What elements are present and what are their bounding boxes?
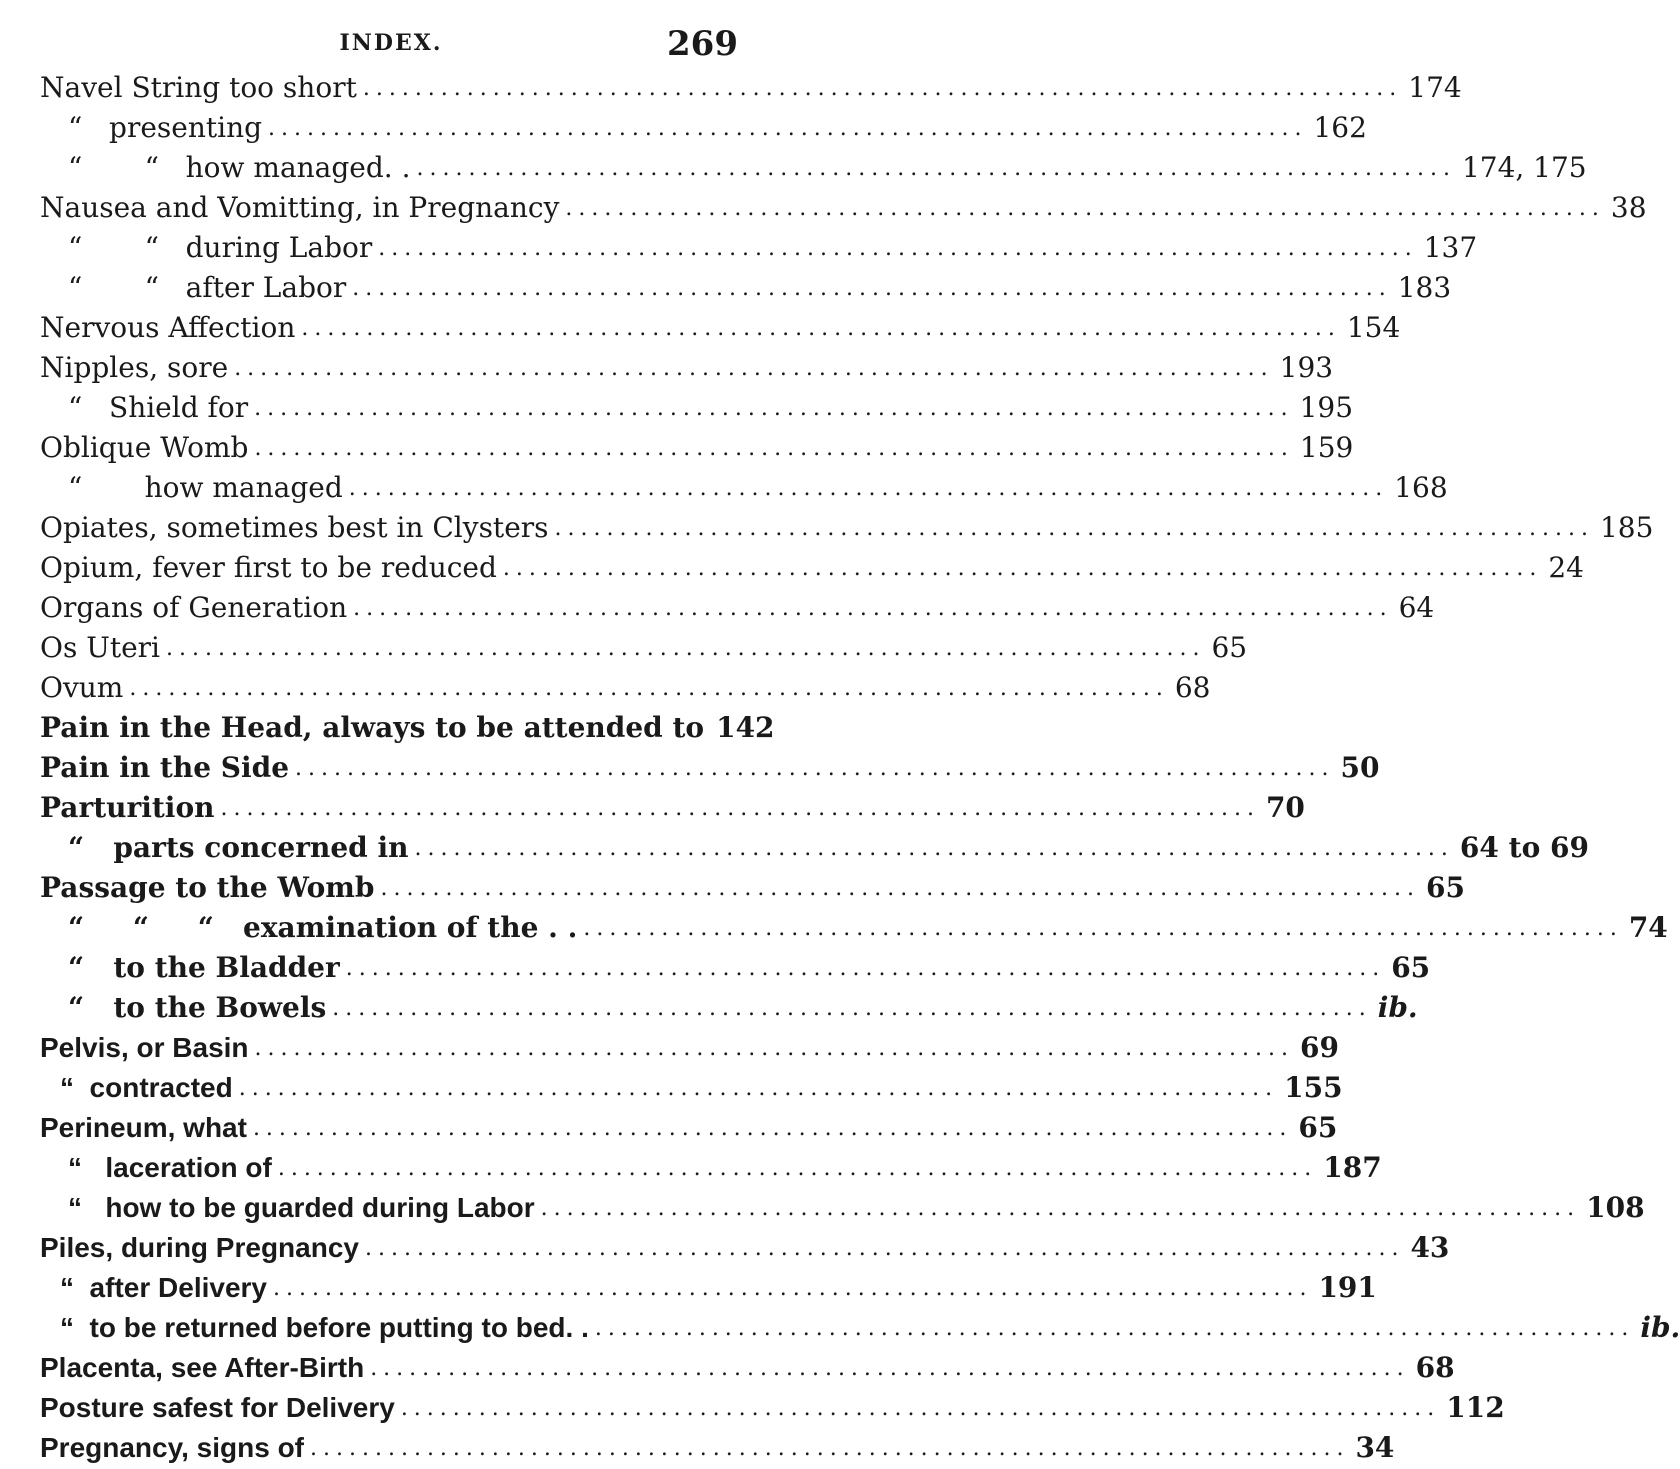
index-entry xyxy=(40,508,1654,548)
entry-page-ref: 112 xyxy=(1446,1391,1505,1424)
page-title: INDEX. xyxy=(339,30,443,56)
entry-page-ref: 154 xyxy=(1346,311,1401,344)
entry-label: Pain in the Head, always to be attended to xyxy=(40,711,705,744)
index-entry xyxy=(40,1228,1450,1268)
dot-leaders: ................................................................................ xyxy=(254,436,1294,461)
dot-leaders: ................................................................................ xyxy=(234,356,1274,381)
page-header xyxy=(38,24,744,64)
entry-label: “ to the Bowels xyxy=(68,991,327,1024)
entry-page-ref: 185 xyxy=(1599,511,1654,544)
entry-page-ref: 68 xyxy=(1415,1351,1455,1384)
dot-leaders: ................................................................................ xyxy=(220,796,1260,821)
entry-label: Nausea and Vomitting, in Pregnancy xyxy=(40,191,560,224)
entry-page-ref: 174 xyxy=(1408,71,1462,104)
dot-leaders: ................................................................................ xyxy=(416,156,1456,181)
entry-label: Oblique Womb xyxy=(40,431,249,464)
index-entry xyxy=(40,548,1584,588)
dot-leaders: ................................................................................ xyxy=(362,76,1403,101)
entry-label: “ contracted xyxy=(60,1072,233,1103)
entry-page-ref: 193 xyxy=(1279,351,1334,384)
index-entry xyxy=(40,68,1462,108)
entry-page-ref: 174, 175 xyxy=(1461,151,1587,184)
entry-page-ref: 64 to 69 xyxy=(1459,831,1589,864)
entry-label: Piles, during Pregnancy xyxy=(40,1232,359,1263)
index-entry xyxy=(40,828,1589,868)
entry-label: Opium, fever first to be reduced xyxy=(40,551,497,584)
entry-label: Passage to the Womb xyxy=(40,871,375,904)
dot-leaders: ................................................................................ xyxy=(268,116,1308,141)
index-entry xyxy=(40,668,1211,708)
dot-leaders: ................................................................................ xyxy=(273,1276,1313,1301)
entry-page-ref: 168 xyxy=(1394,471,1448,504)
dot-leaders: ................................................................................ xyxy=(352,276,1392,301)
dot-leaders: ................................................................................ xyxy=(348,476,1389,501)
dot-leaders: ................................................................................ xyxy=(254,1036,1294,1061)
dot-leaders: ................................................................................ xyxy=(129,676,1169,701)
dot-leaders: ................................................................................ xyxy=(370,1356,1410,1381)
index-entry xyxy=(40,1028,1339,1068)
entry-page-ref: 183 xyxy=(1397,271,1452,304)
entry-label: “ “ how managed. . xyxy=(68,151,411,184)
entry-page-ref: 142 xyxy=(716,711,775,744)
dot-leaders: ................................................................................ xyxy=(554,516,1594,541)
entry-page-ref: 64 xyxy=(1398,591,1435,624)
entry-label: “ how to be guarded during Labor xyxy=(68,1192,535,1223)
dot-leaders: ................................................................................ xyxy=(252,1116,1293,1141)
index-entry xyxy=(40,948,1431,988)
entry-page-ref: 43 xyxy=(1410,1231,1450,1264)
index-entry xyxy=(40,108,1367,148)
dot-leaders: ................................................................................ xyxy=(565,196,1605,221)
dot-leaders: ................................................................................ xyxy=(301,316,1341,341)
index-entry xyxy=(40,1148,1382,1188)
entry-page-ref: 162 xyxy=(1313,111,1367,144)
index-entry xyxy=(40,1188,1645,1228)
dot-leaders: ................................................................................ xyxy=(238,1076,1279,1101)
entry-page-ref: 24 xyxy=(1548,551,1584,584)
dot-leaders: ................................................................................ xyxy=(364,1236,1405,1261)
index-entry xyxy=(40,148,1587,188)
dot-leaders: ................................................................................ xyxy=(380,876,1420,901)
dot-leaders: ................................................................................ xyxy=(165,636,1206,661)
entry-page-ref: 50 xyxy=(1340,751,1380,784)
entry-page-ref: 65 xyxy=(1298,1111,1338,1144)
index-entry xyxy=(40,628,1248,668)
index-entry xyxy=(40,468,1448,508)
entry-label: “ after Delivery xyxy=(60,1272,267,1303)
entry-page-ref: 65 xyxy=(1391,951,1431,984)
dot-leaders: ................................................................................ xyxy=(414,836,1454,861)
entry-label: “ “ during Labor xyxy=(68,231,373,264)
entry-label: Pain in the Side xyxy=(40,751,290,784)
index-entry xyxy=(40,588,1435,628)
entry-label: Navel String too short xyxy=(40,71,357,104)
entry-label: Parturition xyxy=(40,791,215,824)
entry-page-ref: 159 xyxy=(1299,431,1354,464)
entry-page-ref: 74 xyxy=(1628,911,1668,944)
entry-label: Placenta, see After-Birth xyxy=(40,1352,365,1383)
entry-page-ref: 65 xyxy=(1211,631,1248,664)
index-entry xyxy=(40,1068,1343,1108)
entry-label: Opiates, sometimes best in Clysters xyxy=(40,511,549,544)
entry-label: Pelvis, or Basin xyxy=(40,1032,249,1063)
entry-label: Ovum xyxy=(40,671,124,704)
index-entry xyxy=(40,388,1354,428)
entry-page-ref: 65 xyxy=(1425,871,1465,904)
entry-page-ref: 155 xyxy=(1284,1071,1343,1104)
entry-label: Nervous Affection xyxy=(40,311,296,344)
entry-page-ref: 69 xyxy=(1300,1031,1339,1064)
index-entry xyxy=(40,1308,1680,1348)
dot-leaders: ................................................................................ xyxy=(277,1156,1318,1181)
entry-page-ref: 34 xyxy=(1355,1431,1395,1464)
dot-leaders: ................................................................................ xyxy=(295,756,1335,781)
dot-leaders: ................................................................................ xyxy=(502,556,1543,581)
entry-label: “ parts concerned in xyxy=(68,831,409,864)
index-page xyxy=(38,24,1680,1464)
index-entry xyxy=(40,708,775,748)
index-entry xyxy=(40,908,1668,948)
index-entry xyxy=(40,268,1452,308)
entry-page-ref: 38 xyxy=(1610,191,1647,224)
entry-page-ref: 187 xyxy=(1323,1151,1382,1184)
entry-page-ref: 137 xyxy=(1423,231,1478,264)
index-entry xyxy=(40,1428,1395,1468)
entry-page-ref: 108 xyxy=(1586,1191,1645,1224)
dot-leaders: ................................................................................ xyxy=(378,236,1418,261)
dot-leaders: ................................................................................ xyxy=(400,1396,1441,1421)
index-entry xyxy=(40,748,1380,788)
dot-leaders: ................................................................................ xyxy=(332,996,1372,1021)
entry-label: “ “ after Labor xyxy=(68,271,347,304)
index-entry xyxy=(40,188,1647,228)
index-entry xyxy=(40,868,1465,908)
index-entry xyxy=(40,788,1305,828)
entry-page-ref: 195 xyxy=(1299,391,1354,424)
dot-leaders: ................................................................................ xyxy=(345,956,1386,981)
entry-label: Pregnancy, signs of xyxy=(40,1432,304,1463)
entry-page-ref: ib. xyxy=(1640,1311,1680,1344)
index-entry xyxy=(40,1108,1338,1148)
entry-label: “ presenting xyxy=(68,111,263,144)
dot-leaders: ................................................................................ xyxy=(540,1196,1581,1221)
entry-label: Perineum, what xyxy=(40,1112,247,1143)
dot-leaders: ................................................................................ xyxy=(353,596,1393,621)
index-entry xyxy=(40,1268,1377,1308)
dot-leaders: ................................................................................ xyxy=(583,916,1623,941)
entry-label: Organs of Generation xyxy=(40,591,348,624)
entry-page-ref: 68 xyxy=(1174,671,1211,704)
entry-page-ref: 70 xyxy=(1265,791,1305,824)
index-entry xyxy=(40,308,1401,348)
entry-label: “ Shield for xyxy=(68,391,249,424)
entry-label: “ to be returned before putting to bed. . xyxy=(60,1312,589,1343)
index-entry xyxy=(40,428,1354,468)
entry-label: “ laceration of xyxy=(68,1152,272,1183)
entry-page-ref: ib. xyxy=(1377,991,1418,1024)
entry-label: Os Uteri xyxy=(40,631,160,664)
entry-page-ref: 191 xyxy=(1318,1271,1377,1304)
index-entry xyxy=(40,988,1418,1028)
dot-leaders: ................................................................................ xyxy=(310,1436,1350,1461)
index-entry xyxy=(40,228,1478,268)
entry-label: “ “ “ examination of the . . xyxy=(68,911,578,944)
entry-label: Nipples, sore xyxy=(40,351,229,384)
entry-label: Posture safest for Delivery xyxy=(40,1392,395,1423)
entry-label: “ how managed xyxy=(68,471,343,504)
entry-label: “ to the Bladder xyxy=(68,951,340,984)
index-entry xyxy=(40,1348,1455,1388)
index-entry xyxy=(40,348,1334,388)
dot-leaders: ................................................................................ xyxy=(254,396,1294,421)
page-number: 269 xyxy=(667,24,738,64)
dot-leaders: ................................................................................ xyxy=(594,1316,1635,1341)
index-entry xyxy=(40,1388,1505,1428)
index-entries xyxy=(40,68,1680,1468)
